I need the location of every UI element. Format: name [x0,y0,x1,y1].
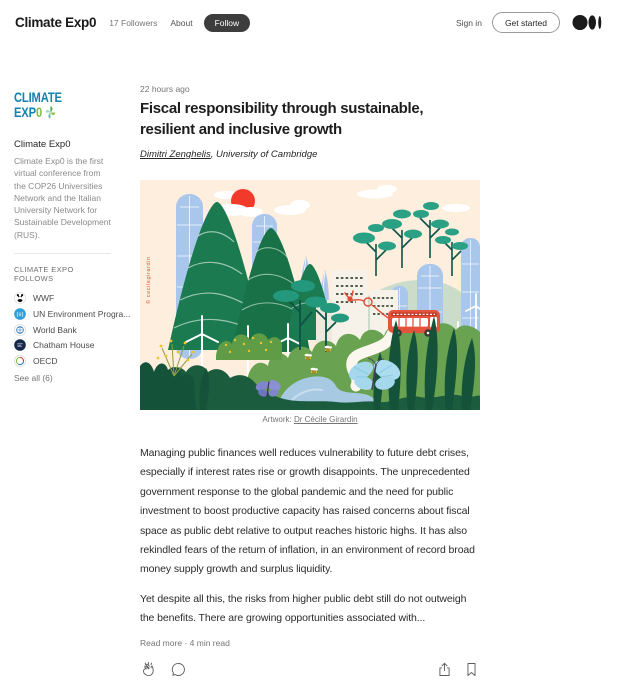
bookmark-icon[interactable] [463,661,480,678]
follows-item-wwf[interactable] [14,290,114,306]
dot-separator: · [184,637,188,648]
publication-name[interactable]: Climate Exp0 [15,15,97,30]
top-nav [0,0,619,45]
clap-icon[interactable] [140,661,157,678]
publication-description: Climate Exp0 is the first virtual conference from the COP26 Universities Network and the Italian University Network for Sustainable Development (RUS). [14,156,111,240]
article-artwork[interactable] [140,180,480,410]
follows-item-world-bank[interactable] [14,322,114,338]
artwork-watermark: © cecilegirardin [146,256,152,304]
followers-count: 17 Followers [109,17,158,28]
sign-in-link[interactable]: Sign in [455,17,482,28]
see-all-link[interactable]: See all (6) [14,373,53,384]
read-more-row [140,638,480,648]
article-preview [140,84,480,678]
follows-item-label: Chatham House [33,340,95,351]
get-started-button[interactable]: Get started [492,12,560,33]
publication-logo[interactable] [14,90,114,120]
wwf-panda-icon [14,292,26,304]
artist-link[interactable]: Dr Cécile Girardin [293,415,358,424]
climate-illustration [140,180,480,410]
oecd-icon [14,355,26,367]
publication-sidebar [14,89,131,384]
un-environment-icon [14,308,26,320]
paragraph-2: Yet despite all this, the risks from higher public debt still do not outweigh the benefits. There are growing opportunities associated with... [140,592,467,625]
post-title[interactable] [140,99,480,140]
chatham-house-icon [14,339,26,351]
post-footer [140,661,480,678]
post-title-line1: Fiscal responsibility through sustainable, [140,100,424,117]
post-footer-left [140,661,187,678]
follows-item-label: World Bank [33,324,77,335]
sidebar-divider [14,253,111,254]
world-bank-icon [14,324,26,336]
read-more-link[interactable]: Read more [140,637,183,648]
publication-title[interactable]: Climate Exp0 [14,139,71,150]
logo-zero: 0 [35,104,43,120]
follows-item-chatham-house[interactable] [14,337,114,353]
medium-logo-icon[interactable] [572,14,604,31]
follows-list [14,290,131,369]
post-title-line2: resilient and inclusive growth [140,120,342,138]
logo-text-line2: EXP 0 [14,105,94,120]
post-timestamp: 22 hours ago [140,84,190,94]
paragraph-1: Managing public finances well reduces vulnerability to future debt crises, especially if interest rates rise or growth disappoints. The unprecedented government response to the global pandemic and the need for public investment to boost productive capacity has raised concerns about fiscal space as public debt relative to output reaches historic highs. It has also rekindled fears of the return of inflation, in an environment of record broad money supply growth and surplus liquidity. [140,447,475,576]
follows-section-label: CLIMATE EXPO FOLLOWS [14,265,74,284]
comment-icon[interactable] [170,661,187,678]
follows-item-label: OECD [33,356,58,367]
byline [140,149,480,160]
author-link[interactable]: Dimitri Zenghelis [140,149,211,160]
share-icon[interactable] [436,661,453,678]
follows-item-un-environment[interactable] [14,306,131,322]
nav-about-link[interactable]: About [170,17,193,28]
pinwheel-leaf-icon [44,105,56,120]
follow-button[interactable]: Follow [204,14,251,32]
author-affiliation: , University of Cambridge [210,149,318,160]
caption-prefix: Artwork: [262,415,294,424]
read-time: 4 min read [189,637,230,648]
follows-item-label: WWF [33,292,55,303]
follows-item-label: UN Environment Progra... [33,308,131,319]
follows-item-oecd[interactable] [14,353,114,369]
artwork-caption [140,415,480,424]
logo-text-line1: CLIMATE [14,89,62,105]
post-footer-right [436,661,480,678]
